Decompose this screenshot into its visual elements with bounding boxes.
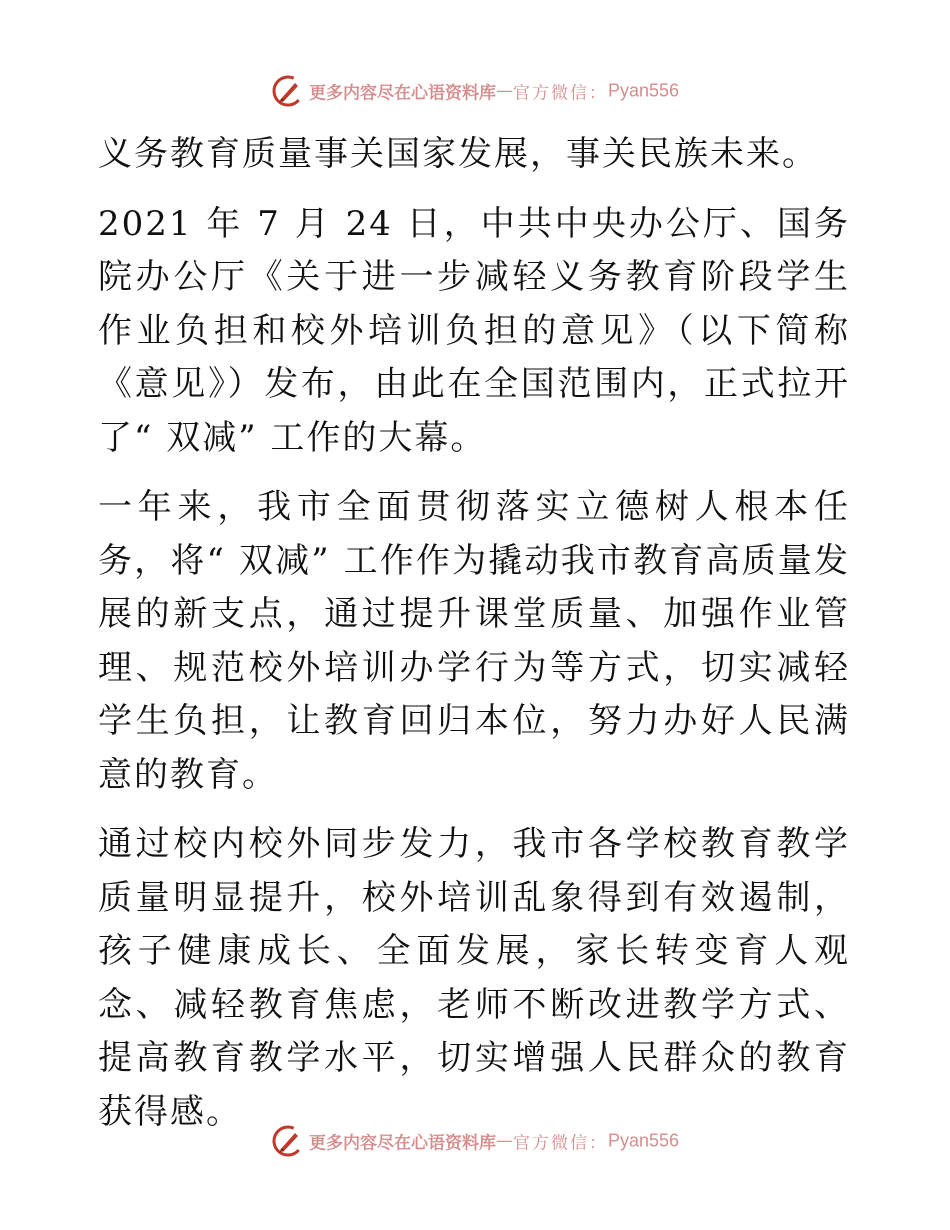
header-watermark — [0, 74, 950, 108]
watermark-separator: — — [495, 1131, 513, 1151]
watermark-wechat-label: 官方微信： — [512, 1133, 608, 1154]
quill-pen-in-circle-icon — [271, 74, 305, 108]
quill-pen-in-circle-icon — [271, 1124, 305, 1158]
watermark-wechat-label: 官方微信： — [512, 83, 608, 104]
paragraph-4: 通过校内校外同步发力，我市各学校教育教学质量明显提升，校外培训乱象得到有效遏制，孩子健康成长、全面发展，家长转变育人观念、减轻教育焦虑，老师不断改进教学方式、提高教育教学水平，切实增强人民群众的教育获得感。 — [98, 824, 850, 1132]
footer-watermark — [0, 1124, 950, 1158]
watermark-site-text: 更多内容尽在心语资料库 — [308, 1133, 496, 1154]
watermark-wechat-id: Pyan556 — [607, 1130, 680, 1151]
watermark-wechat-id: Pyan556 — [607, 80, 680, 101]
paragraph-1: 义务教育质量事关国家发展，事关民族未来。 — [98, 134, 818, 174]
paragraph-2: 2021 年 7 月 24 日，中共中央办公厅、国务院办公厅《关于进一步减轻义务教育阶段学生作业负担和校外培训负担的意见》（以下简称《意见》）发布，由此在全国范围内，正式拉开了“ 双减” 工作的大幕。 — [98, 203, 850, 458]
watermark-site-text: 更多内容尽在心语资料库 — [308, 83, 496, 104]
watermark-separator: — — [495, 81, 513, 101]
document-body — [98, 128, 850, 1139]
paragraph-3: 一年来，我市全面贯彻落实立德树人根本任务，将“ 双减” 工作作为撬动我市教育高质量发展的新支点，通过提升课堂质量、加强作业管理、规范校外培训办学行为等方式，切实减轻学生负担，让教育回归本位，努力办好人民满意的教育。 — [98, 487, 850, 795]
